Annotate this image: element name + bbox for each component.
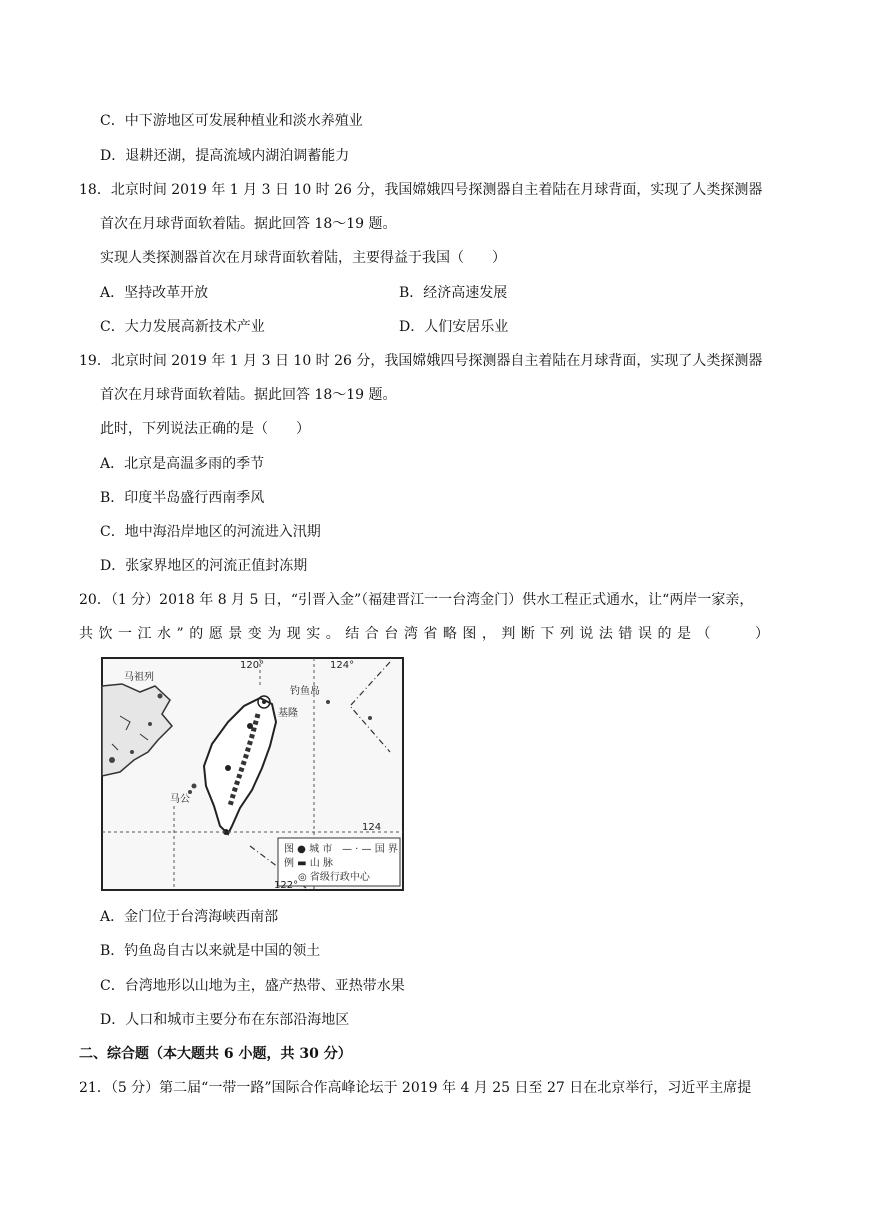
map-label-penghu: 马公 [170,794,190,805]
q18-option-b: B．经济高速发展 [399,285,508,301]
matsu-island [158,694,163,699]
coastal-island [148,722,152,726]
map-tick-122: 122° [274,880,299,891]
map-label-matsu: 马祖列 [124,672,154,683]
diaoyu-island [326,700,330,704]
map-label-diaoyu: 钓鱼岛 [290,686,320,697]
kinmen-island [109,757,115,763]
q20-option-c: C．台湾地形以山地为主，盛产热带、亚热带水果 [100,978,405,994]
q19-question: 此时，下列说法正确的是（ ） [100,421,310,437]
penghu-island [192,784,197,789]
map-label-keelung: 基隆 [278,708,298,719]
map-tick-120: 120° [240,660,265,671]
section2-heading: 二、综合题（本大题共 6 小题，共 30 分） [79,1046,352,1062]
q19-option-b: B．印度半岛盛行西南季风 [100,490,265,506]
q18-stem-line1: 18．北京时间 2019 年 1 月 3 日 10 时 26 分，我国嫦娥四号探测器自主着陆在月球背面，实现了人类探测器 [79,182,763,198]
map-tick-124-mid: 124 [362,822,382,833]
q18-question: 实现人类探测器首次在月球背面软着陆，主要得益于我国（ ） [100,250,506,266]
legend-item-city: 图 ● 城 市 [284,844,333,855]
q18-option-d: D．人们安居乐业 [399,319,509,335]
q20-stem-line1: 20．（1 分）2018 年 8 月 5 日，“引晋入金”（福建晋江一一台湾金门）供水工程正式通水，让“两岸一家亲， [79,592,754,608]
q17-option-c: C．中下游地区可发展种植业和淡水养殖业 [100,113,363,129]
q19-stem-line2: 首次在月球背面软着陆。据此回答 18～19 题。 [100,387,397,403]
q19-option-d: D．张家界地区的河流正值封冻期 [100,558,308,574]
q20-stem-line2: 共饮一江水”的愿景变为现实。结合台湾省略图，判断下列说法错误的是（ ） [79,626,769,642]
q20-option-d: D．人口和城市主要分布在东部沿海地区 [100,1012,350,1028]
taiwan-map-figure [100,656,405,892]
map-tick-124-top: 124° [330,660,355,671]
coastal-island [130,750,134,754]
q19-option-a: A．北京是高温多雨的季节 [100,456,265,472]
q18-option-a: A．坚持改革开放 [100,285,209,301]
legend-item-capital: ◎ 省级行政中心 [298,872,370,883]
diaoyu-island [368,716,372,720]
legend-item-boundary: — · — 国 界 [342,844,398,855]
taipei-capital-dot [262,700,266,704]
q19-option-c: C．地中海沿岸地区的河流进入汛期 [100,524,321,540]
q19-stem-line1: 19．北京时间 2019 年 1 月 3 日 10 时 26 分，我国嫦娥四号探测器自主着陆在月球背面，实现了人类探测器 [79,353,763,369]
q20-option-b: B．钓鱼岛自古以来就是中国的领土 [100,943,321,959]
q18-option-c: C．大力发展高新技术产业 [100,319,265,335]
q21-stem-line1: 21．（5 分）第二届“一带一路”国际合作高峰论坛于 2019 年 4 月 25 日至 27 日在北京举行，习近平主席提 [79,1080,752,1096]
city-marker [225,765,231,771]
q20-option-a: A．金门位于台湾海峡西南部 [100,909,279,925]
q18-stem-line2: 首次在月球背面软着陆。据此回答 18～19 题。 [100,216,397,232]
city-marker [247,723,253,729]
q17-option-d: D．退耕还湖，提高流域内湖泊调蓄能力 [100,148,350,164]
legend-item-mountain: 例 ▬ 山 脉 [284,858,333,869]
